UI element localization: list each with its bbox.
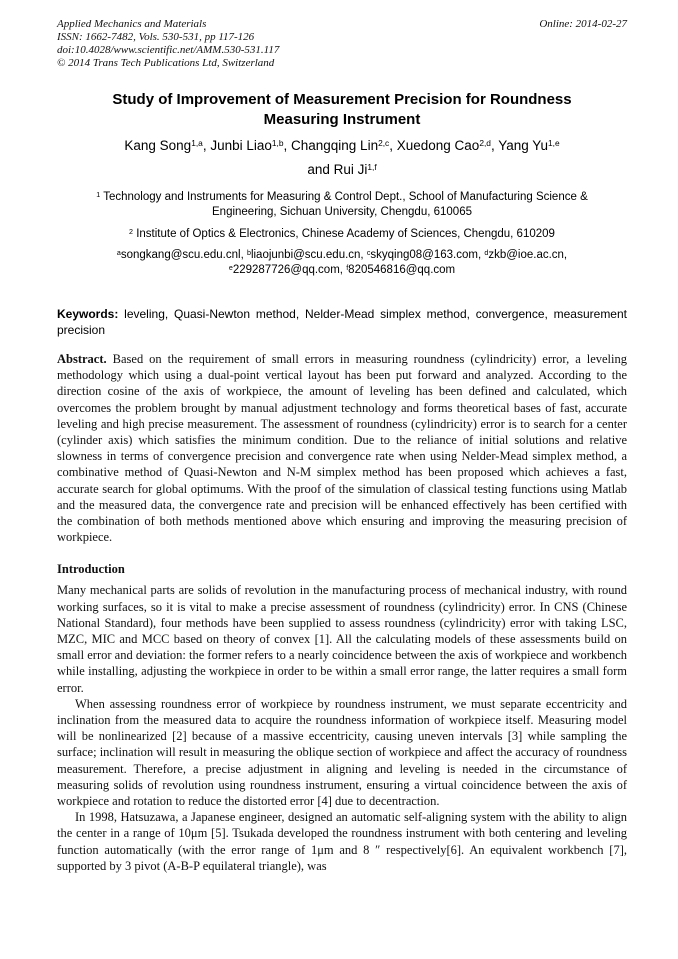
author-name: , Changqing Lin xyxy=(283,138,379,153)
affiliation-text: Engineering, Sichuan University, Chengdu, 610065 xyxy=(212,206,472,218)
author-name: Kang Song xyxy=(124,138,192,153)
author-list xyxy=(57,137,627,179)
affiliation-1 xyxy=(57,190,627,220)
affiliation-2 xyxy=(57,227,627,242)
email-address: skyqing08@163.com, xyxy=(370,249,482,261)
email-address: 820546816@qq.com xyxy=(348,264,456,276)
intro-paragraph-3: In 1998, Hatsuzawa, a Japanese engineer, designed an automatic self-aligning system with the ability to align the center in a range of 10μm [5]. Tsukada developed the roundness instrument with both centering and leveling function automatically (with the error range of 1μm and 8 ″ respectively[6]. An equivalent workbench [7], supported by 3 pivot (A-B-P equilateral triangle), was xyxy=(57,810,627,873)
paper-title xyxy=(57,90,627,130)
email-address: songkang@scu.edu.cnl, xyxy=(120,249,244,261)
author-superscript: 1,b xyxy=(271,138,284,149)
email-superscript: e xyxy=(228,263,233,272)
online-date: Online: 2014-02-27 xyxy=(539,18,627,30)
issn-line: ISSN: 1662-7482, Vols. 530-531, pp 117-126 xyxy=(57,31,255,43)
affiliation-text: Institute of Optics & Electronics, Chinese Academy of Sciences, Chengdu, 610209 xyxy=(136,228,555,240)
email-superscript: b xyxy=(246,248,251,257)
publication-info xyxy=(57,18,279,70)
intro-paragraph-2: When assessing roundness error of workpiece by roundness instrument, we must separate eccentricity and inclination from the measured data to acquire the roundness information of workpiece itself. Measuring model will be nonlinearized [2] because of a massive eccentricity, causing uneven intervals [3] while sampling the surface; inclination will result in measuring the oblique section of workpiece and affect the accuracy of roundness measurement. Therefore, a precise adjustment in aligning and leveling is needed in the circumstance of measuring solids of revolution using roundness instrument, ensuring a virtual coincidence between the axis of workpiece and rotation to reduce the distorted error [4] due to decentraction. xyxy=(57,696,627,809)
author-name: and Rui Ji xyxy=(307,162,368,177)
author-line-2 xyxy=(57,161,627,179)
author-superscript: 1,a xyxy=(191,138,203,149)
publisher-header xyxy=(57,18,627,70)
email-line-2 xyxy=(57,263,627,278)
email-line-1 xyxy=(57,248,627,263)
author-superscript: 1,e xyxy=(548,138,560,149)
paper-title-line1: Study of Improvement of Measurement Precision for Roundness xyxy=(112,91,572,108)
email-superscript: a xyxy=(116,248,121,257)
author-name: , Yang Yu xyxy=(490,138,548,153)
abstract-label: Abstract. xyxy=(57,352,107,366)
author-superscript: 1,f xyxy=(367,162,377,173)
email-superscript: d xyxy=(484,248,489,257)
author-name: , Xuedong Cao xyxy=(389,138,480,153)
section-heading-introduction: Introduction xyxy=(57,562,125,577)
email-address: 229287726@qq.com, xyxy=(232,264,343,276)
author-superscript: 2,d xyxy=(479,138,491,149)
affiliation-text: Technology and Instruments for Measuring & Control Dept., School of Manufacturing Science & xyxy=(103,191,588,203)
intro-paragraph-1: Many mechanical parts are solids of revolution in the manufacturing process of mechanical industry, with round working surfaces, so it is vital to make a precise assessment of roundness (cylindricity) error. In CNS (Chinese National Standard), four methods have been supplied to assess roundness (cylindricity) error with taking LSC, MZC, MIC and MCC based on theory of convex [1]. All the calculating models of these assessments build on small error and deviation: the former refers to a nearly coincidence between the axis of workpiece and workbench while installing, adjusting the workpiece in order to be within a small error range, the latter requires a small form error. xyxy=(57,583,627,695)
author-name: , Junbi Liao xyxy=(202,138,272,153)
paper-title-line2: Measuring Instrument xyxy=(263,111,421,128)
abstract-text: Based on the requirement of small errors in measuring roundness (cylindricity) error, a leveling methodology which using a dual-point vertical layout has been put forward and analyzed. According to the direction cosine of the axis of workpiece, the amount of leveling has been defined and calculated, which overcomes the problem brought by manual adjustment technology and forms theoretical bases of fast, accurate leveling and high precise measurement. The assessment of roundness (cylindricity) error is to search for a center (cylinder axis) which satisfies the minimum condition. Due to the reliance of initial solutions and relative slowness in terms of convergence precision and convergence rate when using Nelder-Mead simplex method, a combinative method of Quasi-Newton and N-M simplex method has been proposed which achieves a fast, accurate search for global optimums. With the proof of the simulation of classical testing functions using Matlab and the measured data, the convergence rate and precision will be enhanced effectively has been certified with the combination of both methods mentioned above which ensuring and improving the measuring precision of workpiece. xyxy=(57,352,628,545)
email-address: zkb@ioe.ac.cn, xyxy=(488,249,568,261)
keywords-block xyxy=(57,306,627,338)
email-list xyxy=(57,248,627,278)
copyright-line: © 2014 Trans Tech Publications Ltd, Switzerland xyxy=(57,57,275,69)
author-line-1 xyxy=(57,137,627,155)
keywords-text: leveling, Quasi-Newton method, Nelder-Mead simplex method, convergence, measurement precision xyxy=(57,307,627,337)
email-address: liaojunbi@scu.edu.cn, xyxy=(250,249,364,261)
keywords-label: Keywords: xyxy=(57,307,119,321)
author-superscript: 2,c xyxy=(378,138,390,149)
email-superscript: f xyxy=(346,263,349,272)
affiliation-superscript: 2 xyxy=(129,227,134,236)
email-superscript: c xyxy=(366,248,371,257)
affiliation-superscript: 1 xyxy=(96,190,101,199)
doi-line: doi:10.4028/www.scientific.net/AMM.530-531.117 xyxy=(57,44,280,56)
journal-name: Applied Mechanics and Materials xyxy=(57,18,207,30)
abstract-block xyxy=(57,351,627,545)
